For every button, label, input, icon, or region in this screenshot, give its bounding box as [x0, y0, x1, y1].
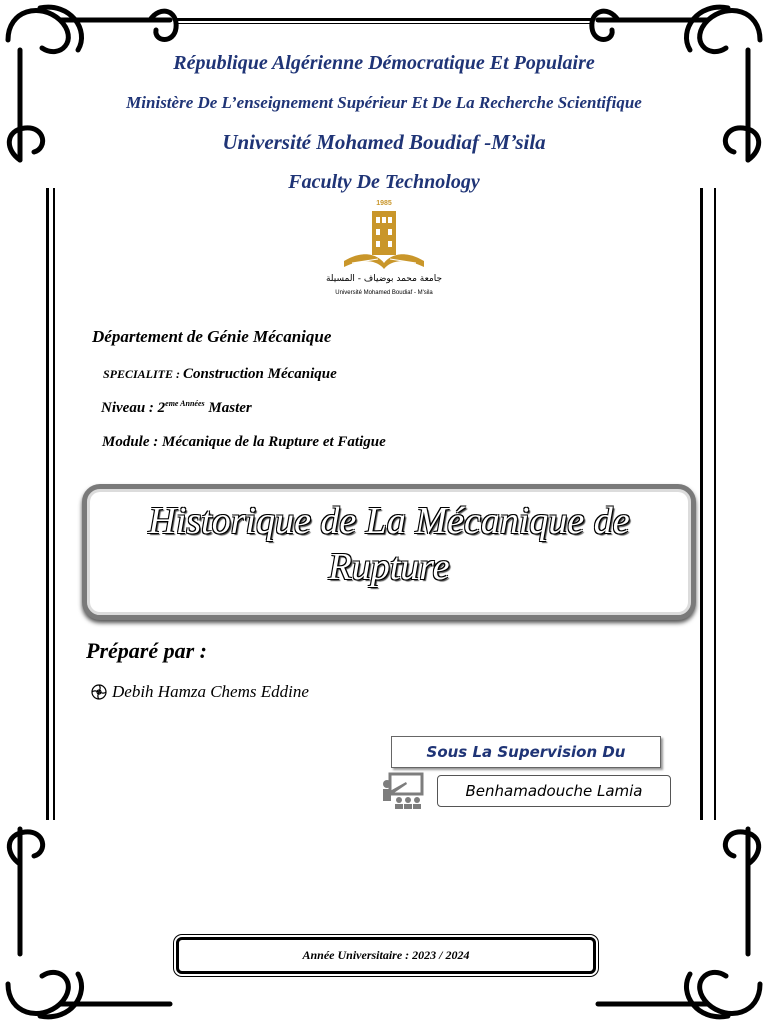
swirl-bullet-icon — [90, 683, 108, 701]
author-name: Debih Hamza Chems Eddine — [112, 682, 309, 701]
document-title — [82, 498, 696, 590]
faculty-heading: Faculty De Technology — [288, 171, 480, 193]
republic-heading: République Algérienne Démocratique Et Populaire — [173, 52, 595, 74]
academic-year: Année Universitaire : 2023 / 2024 — [302, 948, 470, 962]
university-logo — [318, 200, 450, 302]
specialite-label: SPECIALITE : — [103, 367, 184, 381]
niveau-line — [101, 399, 252, 417]
module-line: Module : Mécanique de la Rupture et Fatigue — [102, 434, 386, 450]
title-line-2: Rupture — [328, 546, 450, 588]
supervisor-name: Benhamadouche Lamia — [465, 782, 643, 800]
scroll-ornament-icon — [0, 824, 180, 1024]
frame-right-line-inner — [714, 188, 716, 820]
teacher-board-icon — [380, 772, 426, 810]
logo-year: 1985 — [376, 200, 392, 207]
ministry-heading: Ministère De L’enseignement Supérieur Et De La Recherche Scientifique — [126, 93, 642, 112]
supervisor-name-box — [437, 775, 671, 807]
academic-year-box — [176, 937, 596, 974]
department-line: Département de Génie Mécanique — [92, 327, 332, 346]
frame-top-line — [175, 18, 593, 21]
niveau-superscript: eme Années — [165, 399, 205, 408]
frame-left-line-outer — [46, 188, 49, 820]
prepared-by-label: Préparé par : — [86, 638, 207, 663]
title-line-1: Historique de La Mécanique de — [148, 500, 630, 542]
supervision-label-box — [391, 736, 661, 768]
logo-emblem-icon — [338, 209, 430, 273]
scroll-ornament-icon — [588, 824, 768, 1024]
specialite-value: Construction Mécanique — [183, 366, 337, 382]
niveau-label: Niveau : 2 — [101, 400, 166, 416]
specialite-line — [103, 366, 337, 383]
supervision-label: Sous La Supervision Du — [426, 743, 626, 761]
frame-right-line-outer — [700, 188, 703, 820]
logo-caption: Université Mohamed Boudiaf - M'sila — [335, 290, 433, 296]
author-line — [90, 682, 309, 702]
university-heading: Université Mohamed Boudiaf -M’sila — [222, 130, 546, 154]
frame-top-line-inner — [175, 23, 593, 24]
frame-left-line-inner — [53, 188, 55, 820]
niveau-value: Master — [204, 400, 252, 416]
logo-arabic-text: جامعة محمد بوضياف - المسيلة — [325, 274, 443, 284]
